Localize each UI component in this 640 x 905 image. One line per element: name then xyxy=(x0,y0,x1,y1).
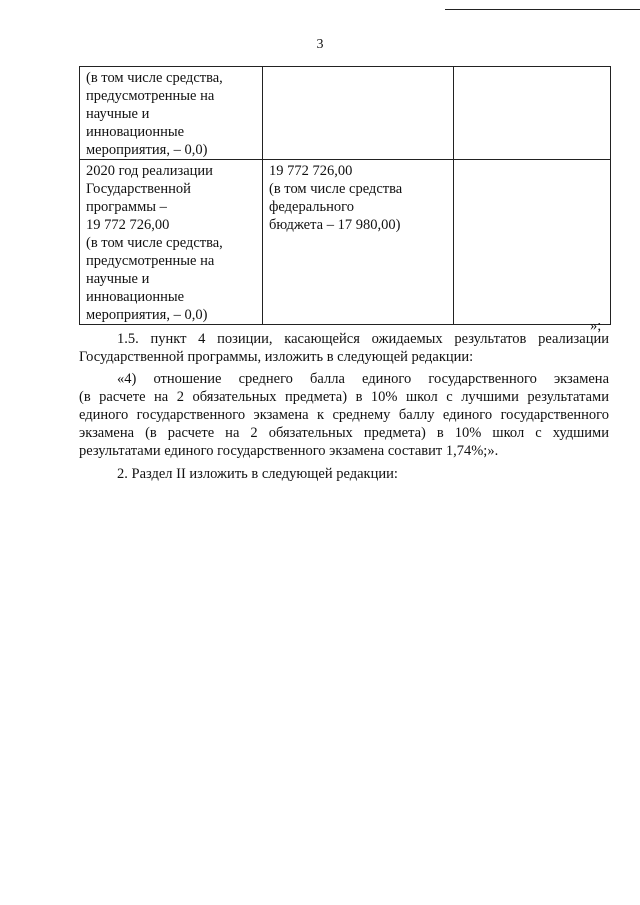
cell-line: программы – xyxy=(86,199,167,215)
cell-line: (в том числе средства, xyxy=(86,235,223,251)
table-cell-amount xyxy=(263,160,454,325)
cell-line: (в том числе средства, xyxy=(86,70,223,86)
paragraph-line: «4) отношение среднего балла единого государственного экзамена xyxy=(117,371,609,387)
page-number: 3 xyxy=(316,37,324,52)
cell-line: научные и xyxy=(86,271,150,287)
paragraph-line: результатами единого государственного экзамена составит 1,74%;». xyxy=(79,443,499,459)
paragraph-line: Государственной программы, изложить в следующей редакции: xyxy=(79,349,474,365)
table-row xyxy=(80,160,611,325)
table-cell-period xyxy=(80,67,263,160)
cell-line: федерального xyxy=(269,199,354,215)
top-rule xyxy=(445,9,640,10)
cell-line: инновационные xyxy=(86,289,185,305)
cell-line: бюджета – 17 980,00) xyxy=(269,217,401,233)
paragraph-1-5 xyxy=(79,330,609,366)
paragraph-line: единого государственного экзамена к среднему баллу единого государственного xyxy=(79,407,609,423)
cell-line: 2020 год реализации xyxy=(86,163,213,179)
table-cell-empty xyxy=(454,160,611,325)
cell-line: Государственной xyxy=(86,181,191,197)
cell-line: инновационные xyxy=(86,124,185,140)
cell-line: предусмотренные на xyxy=(86,88,215,104)
cell-line: мероприятия, – 0,0) xyxy=(86,307,208,323)
paragraph-line: (в расчете на 2 обязательных предмета) в 10% школ с лучшими результатами xyxy=(79,389,609,405)
paragraph-section-2: 2. Раздел II изложить в следующей редакции: xyxy=(117,466,398,482)
cell-line: предусмотренные на xyxy=(86,253,215,269)
cell-line: мероприятия, – 0,0) xyxy=(86,142,208,158)
paragraph-line: экзамена (в расчете на 2 обязательных предмета) в 10% школ с худшими xyxy=(79,425,609,441)
closing-quote: »; xyxy=(590,318,602,334)
table-cell-amount xyxy=(263,67,454,160)
cell-line: 19 772 726,00 xyxy=(86,217,170,233)
cell-line: научные и xyxy=(86,106,150,122)
program-table xyxy=(79,66,611,325)
table-row xyxy=(80,67,611,160)
paragraph-indicator-4 xyxy=(79,370,609,460)
cell-line: (в том числе средства xyxy=(269,181,403,197)
paragraph-line: 1.5. пункт 4 позиции, касающейся ожидаемых результатов реализации xyxy=(117,331,609,347)
table-cell-period xyxy=(80,160,263,325)
table-cell-empty xyxy=(454,67,611,160)
cell-line: 19 772 726,00 xyxy=(269,163,353,179)
